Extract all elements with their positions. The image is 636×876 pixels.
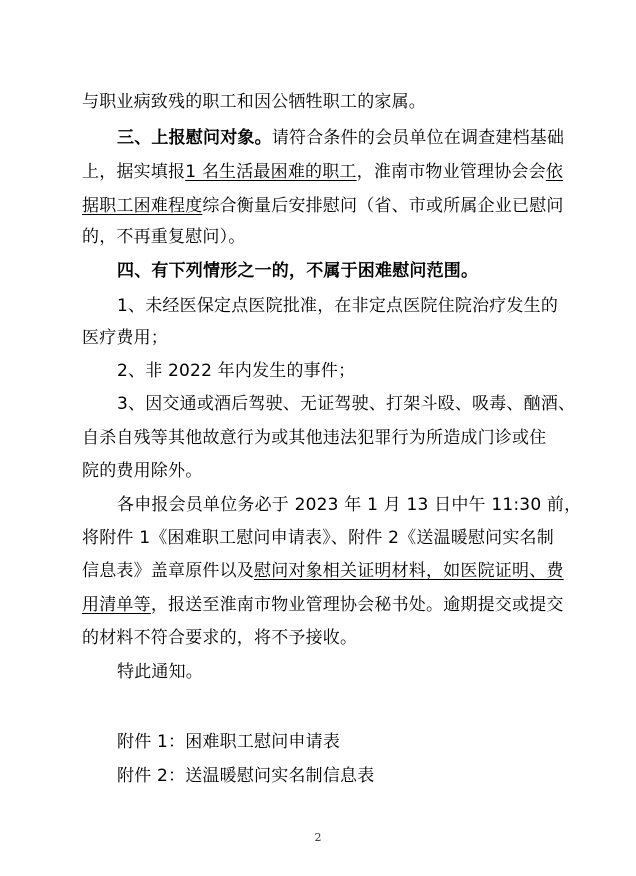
underlined-text: 1 名生活最困难的职工	[185, 162, 357, 182]
paragraph-line	[82, 160, 563, 184]
text-segment: 各申报会员单位务必于 2023 年 1 月 13 日中午 11:30 前，	[117, 495, 582, 515]
paragraph-line	[82, 90, 426, 114]
attachment-item-1	[117, 730, 340, 754]
paragraph-line	[82, 225, 246, 249]
section-heading-report-targets	[117, 126, 564, 150]
text-segment: 3、因交通或酒后驾驶、无证驾驶、打架斗殴、吸毒、酗酒、	[117, 394, 576, 414]
text-segment: 请符合条件的会员单位在调查建档基础	[271, 128, 565, 148]
paragraph-line	[82, 426, 546, 450]
paragraph-line	[82, 593, 564, 617]
text-segment: 特此通知。	[117, 662, 203, 682]
list-item	[117, 359, 355, 383]
underlined-text: 慰问对象相关证明材料，如医院证明、费	[254, 561, 564, 581]
underlined-text: 据职工困难程度	[82, 196, 203, 216]
text-segment: 医疗费用；	[82, 328, 168, 348]
text-segment: ，淮南市物业管理协会会	[356, 162, 546, 182]
paragraph-line	[82, 559, 564, 583]
text-segment: 的材料不符合要求的，将不予接收。	[82, 628, 358, 648]
text-segment: 1、未经医保定点医院批准，在非定点医院住院治疗发生的	[117, 296, 559, 316]
paragraph-line	[82, 626, 357, 650]
paragraph-line	[82, 526, 554, 550]
text-segment: 自杀自残等其他故意行为或其他违法犯罪行为所造成门诊或住	[82, 428, 547, 448]
attachment-item-2	[117, 764, 374, 788]
paragraph-line	[82, 459, 202, 483]
paragraph-line	[117, 493, 581, 517]
section-heading-exclusions	[117, 259, 478, 283]
text-segment: ，报送至淮南市物业管理协会秘书处。逾期提交或提交	[150, 595, 564, 615]
text-segment: 附件 1：困难职工慰问申请表	[117, 732, 341, 752]
text-segment: 上，据实填报	[82, 162, 186, 182]
list-item	[117, 392, 575, 416]
text-segment: 综合衡量后安排慰问（省、市或所属企业已慰问	[202, 196, 564, 216]
text-segment: 信息表》盖章原件以及	[82, 561, 254, 581]
text-segment: 的，不再重复慰问）。	[82, 227, 246, 247]
page-number: 2	[314, 831, 322, 844]
heading-text: 三、上报慰问对象。	[117, 128, 272, 148]
text-segment: 附件 2：送温暖慰问实名制信息表	[117, 766, 375, 786]
list-item	[117, 294, 558, 318]
paragraph-line	[82, 194, 564, 218]
text-segment: 将附件 1《困难职工慰问申请表》、附件 2《送温暖慰问实名制	[82, 528, 554, 548]
text-segment: 院的费用除外。	[82, 461, 203, 481]
text-segment: 2、非 2022 年内发生的事件；	[117, 361, 356, 381]
underlined-text: 依	[545, 162, 564, 182]
closing-line	[117, 660, 203, 684]
paragraph-line	[82, 326, 168, 350]
text-segment: 与职业病致残的职工和因公牺牲职工的家属。	[82, 92, 426, 112]
heading-text: 四、有下列情形之一的，不属于困难慰问范围。	[117, 261, 479, 281]
underlined-text: 用清单等	[82, 595, 151, 615]
